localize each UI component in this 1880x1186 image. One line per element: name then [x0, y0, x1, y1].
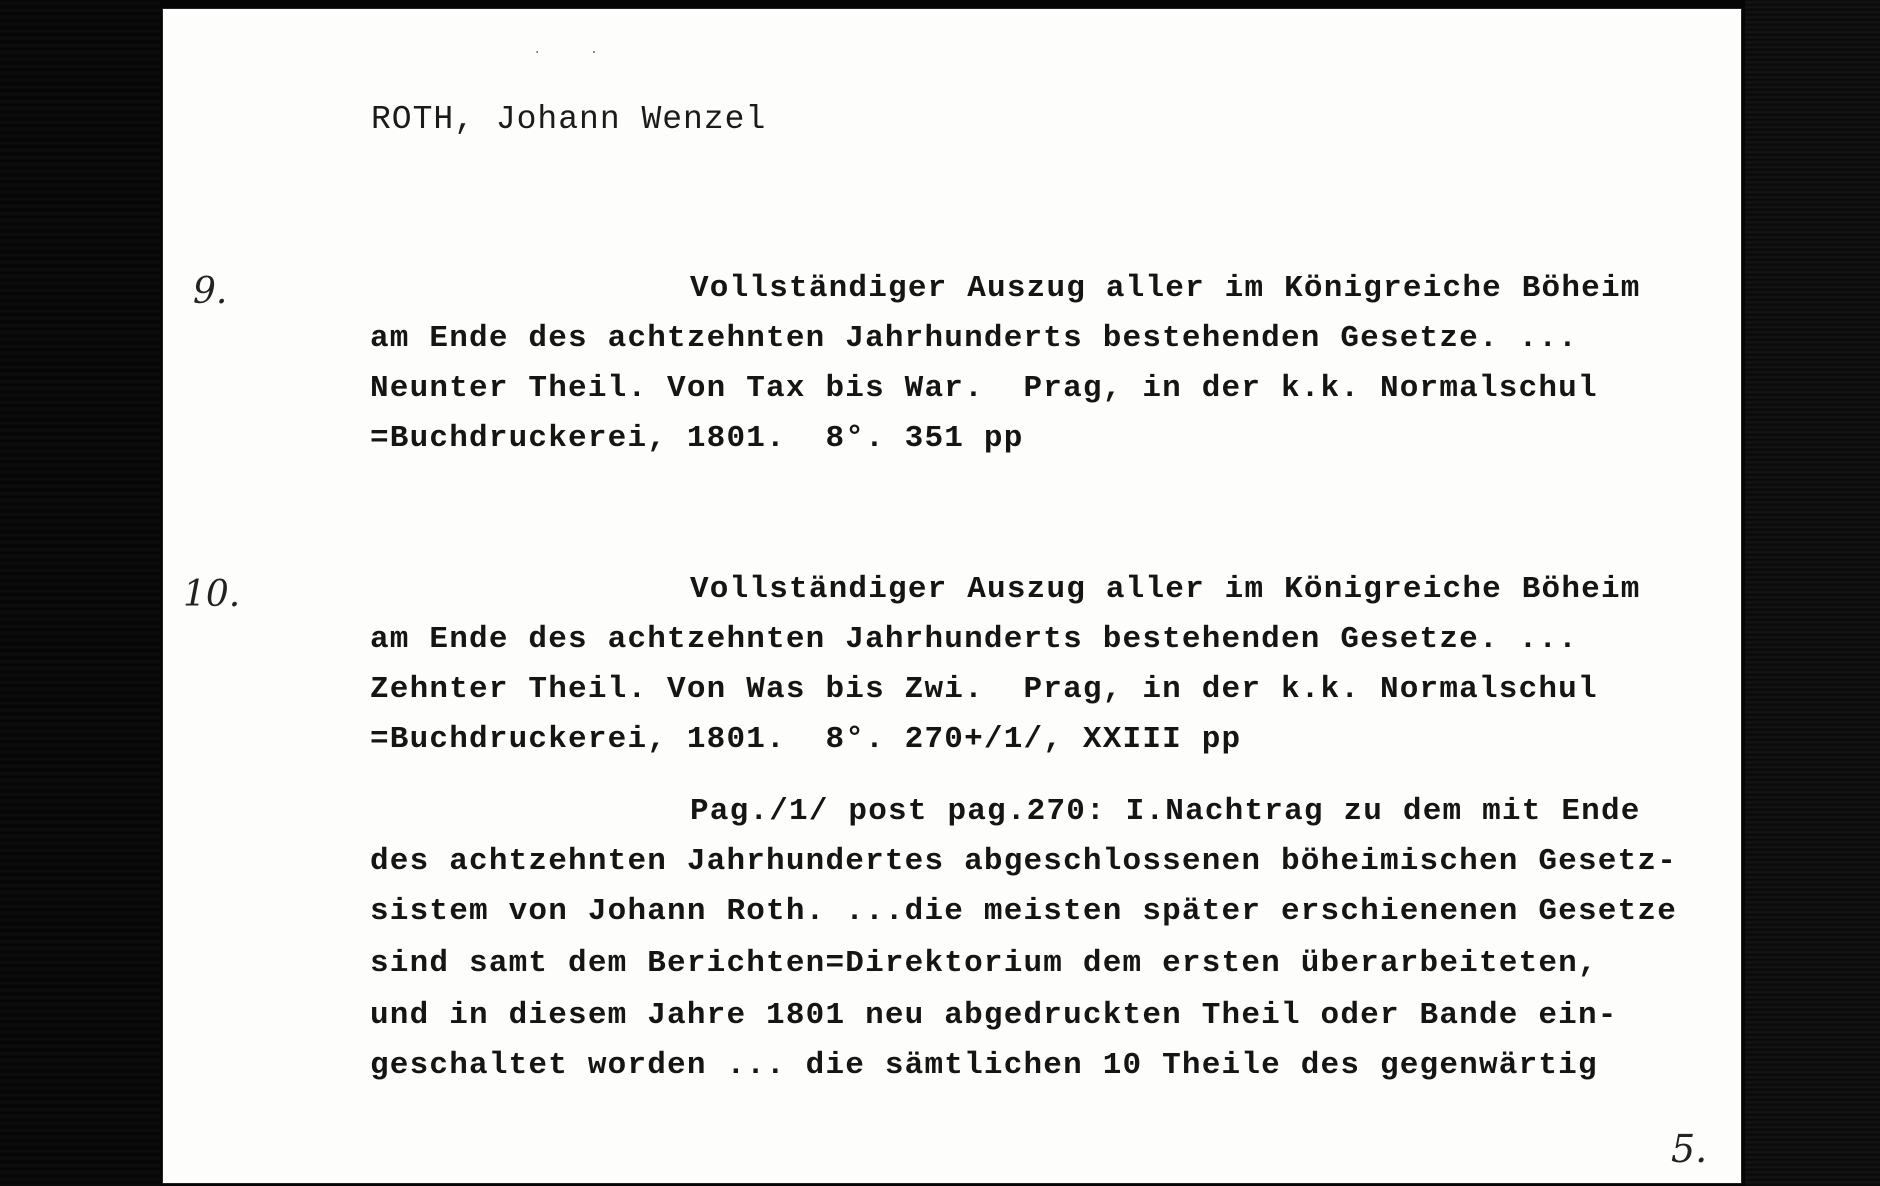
entry-9-line-1: Vollständiger Auszug aller im Königreiche Böheim	[690, 271, 1641, 306]
entry-10-note-line-5: und in diesem Jahre 1801 neu abgedruckten Theil oder Bande ein-	[370, 998, 1618, 1033]
scan-speckles: · ·	[533, 45, 619, 61]
entry-10-note-line-3: sistem von Johann Roth. ...die meisten später erschienenen Gesetze	[370, 894, 1677, 929]
entry-10-note-line-4: sind samt dem Berichten=Direktorium dem ersten überarbeiteten,	[370, 946, 1598, 981]
entry-10-line-2: am Ende des achtzehnten Jahrhunderts bestehenden Gesetze. ...	[370, 622, 1578, 657]
entry-10-line-1: Vollständiger Auszug aller im Königreiche Böheim	[690, 572, 1641, 607]
catalog-card	[162, 8, 1742, 1184]
author-heading: ROTH, Johann Wenzel	[371, 101, 767, 138]
entry-10-note-line-6: geschaltet worden ... die sämtlichen 10 Theile des gegenwärtig	[370, 1048, 1598, 1083]
entry-9-line-4: =Buchdruckerei, 1801. 8°. 351 pp	[370, 421, 1024, 456]
entry-number-9: 9.	[193, 271, 228, 312]
entry-10-line-3: Zehnter Theil. Von Was bis Zwi. Prag, in der k.k. Normalschul	[370, 672, 1598, 707]
entry-10-line-4: =Buchdruckerei, 1801. 8°. 270+/1/, XXIII pp	[370, 722, 1242, 757]
scan-left-edge	[0, 0, 160, 1186]
page-number-mark: 5.	[1671, 1127, 1708, 1171]
entry-number-10: 10.	[183, 574, 241, 615]
entry-10-note-line-2: des achtzehnten Jahrhundertes abgeschlossenen böheimischen Gesetz-	[370, 844, 1677, 879]
entry-9-line-3: Neunter Theil. Von Tax bis War. Prag, in der k.k. Normalschul	[370, 371, 1598, 406]
entry-9-line-2: am Ende des achtzehnten Jahrhunderts bestehenden Gesetze. ...	[370, 321, 1578, 356]
scan-right-edge	[1745, 0, 1880, 1186]
entry-10-note-line-1: Pag./1/ post pag.270: I.Nachtrag zu dem mit Ende	[690, 794, 1641, 829]
